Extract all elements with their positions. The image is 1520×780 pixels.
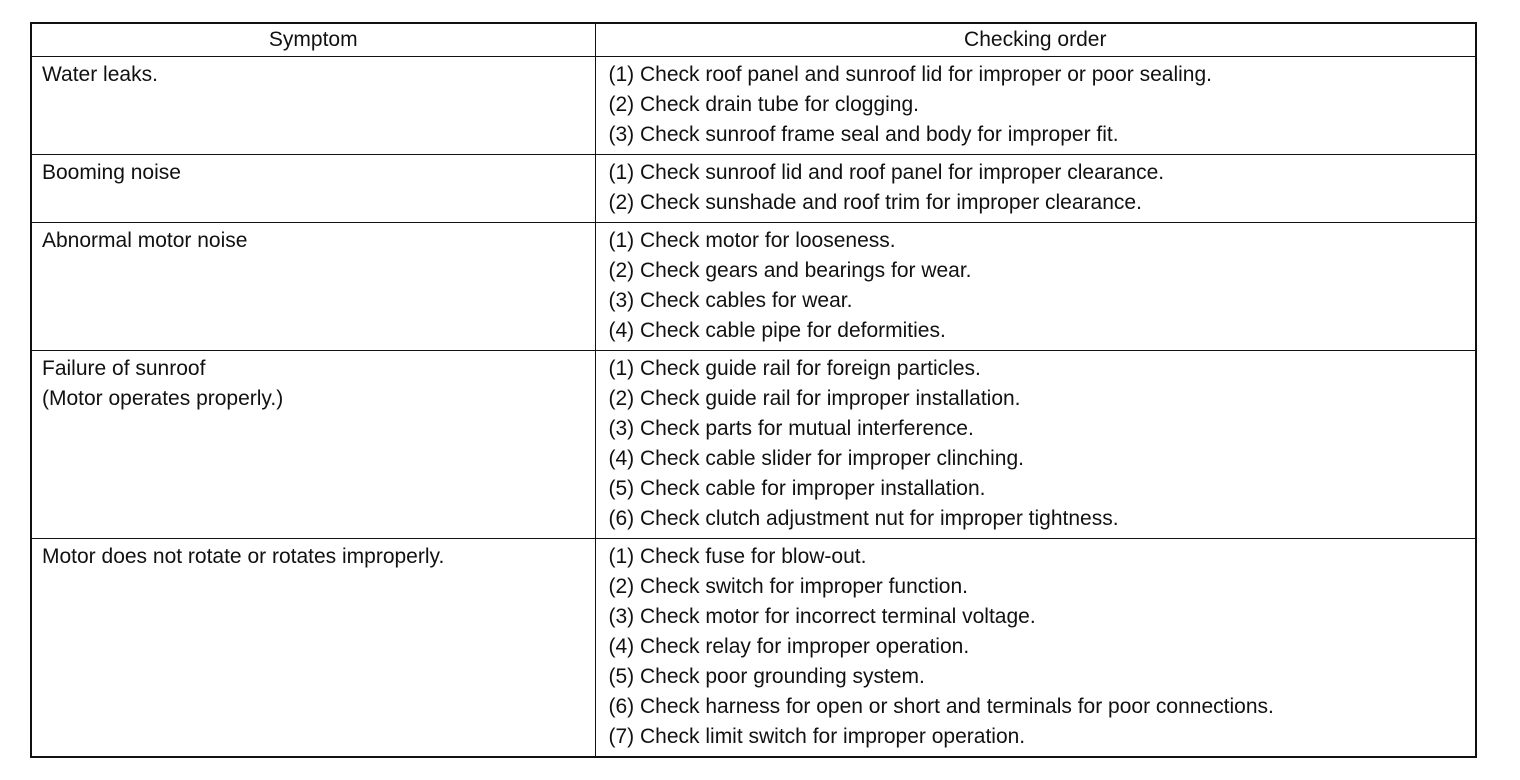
checking-order-cell: [595, 155, 1476, 223]
table-row: [31, 351, 1476, 539]
check-step: (6) Check harness for open or short and terminals for poor connections.: [608, 695, 1274, 718]
check-step: (1) Check guide rail for foreign particles.: [608, 357, 981, 380]
check-step: (1) Check motor for looseness.: [608, 229, 896, 252]
check-step: (6) Check clutch adjustment nut for improper tightness.: [608, 507, 1119, 530]
checking-order-cell: [595, 223, 1476, 351]
check-step: (5) Check cable for improper installation.: [608, 477, 986, 500]
check-step: (4) Check cable pipe for deformities.: [608, 319, 946, 342]
table-row: [31, 57, 1476, 155]
check-step: (3) Check cables for wear.: [608, 289, 853, 312]
checking-order-cell: [595, 351, 1476, 539]
check-step: (4) Check cable slider for improper clinching.: [608, 447, 1024, 470]
symptom-note: (Motor operates properly.): [42, 387, 284, 410]
check-step: (2) Check gears and bearings for wear.: [608, 259, 972, 282]
symptom-text: Booming noise: [42, 161, 181, 184]
check-step: (4) Check relay for improper operation.: [608, 635, 970, 658]
symptom-text: Motor does not rotate or rotates improperly.: [42, 545, 445, 568]
symptom-cell: [31, 539, 595, 758]
symptom-text: Abnormal motor noise: [42, 229, 248, 252]
check-step: (1) Check sunroof lid and roof panel for improper clearance.: [608, 161, 1165, 184]
header-row: [31, 23, 1476, 57]
check-step: (1) Check fuse for blow-out.: [608, 545, 867, 568]
check-step: (2) Check drain tube for clogging.: [608, 93, 919, 116]
check-step: (2) Check guide rail for improper installation.: [608, 387, 1021, 410]
checking-order-cell: [595, 539, 1476, 758]
check-step: (5) Check poor grounding system.: [608, 665, 925, 688]
check-step: (3) Check parts for mutual interference.: [608, 417, 974, 440]
check-step: (2) Check switch for improper function.: [608, 575, 968, 598]
symptom-cell: [31, 351, 595, 539]
check-step: (1) Check roof panel and sunroof lid for improper or poor sealing.: [608, 63, 1212, 86]
check-step: (3) Check motor for incorrect terminal voltage.: [608, 605, 1036, 628]
checking-order-column-header: Checking order: [595, 23, 1476, 57]
symptom-text: Failure of sunroof: [42, 357, 206, 380]
symptom-text: Water leaks.: [42, 63, 158, 86]
symptom-cell: [31, 57, 595, 155]
table-row: [31, 223, 1476, 351]
check-step: (3) Check sunroof frame seal and body for improper fit.: [608, 123, 1119, 146]
check-step: (2) Check sunshade and roof trim for improper clearance.: [608, 191, 1142, 214]
table-row: [31, 155, 1476, 223]
troubleshooting-table: [30, 22, 1477, 758]
checking-order-cell: [595, 57, 1476, 155]
symptom-cell: [31, 223, 595, 351]
check-step: (7) Check limit switch for improper operation.: [608, 725, 1026, 748]
table-row: [31, 539, 1476, 758]
symptom-column-header: Symptom: [31, 23, 595, 57]
symptom-cell: [31, 155, 595, 223]
